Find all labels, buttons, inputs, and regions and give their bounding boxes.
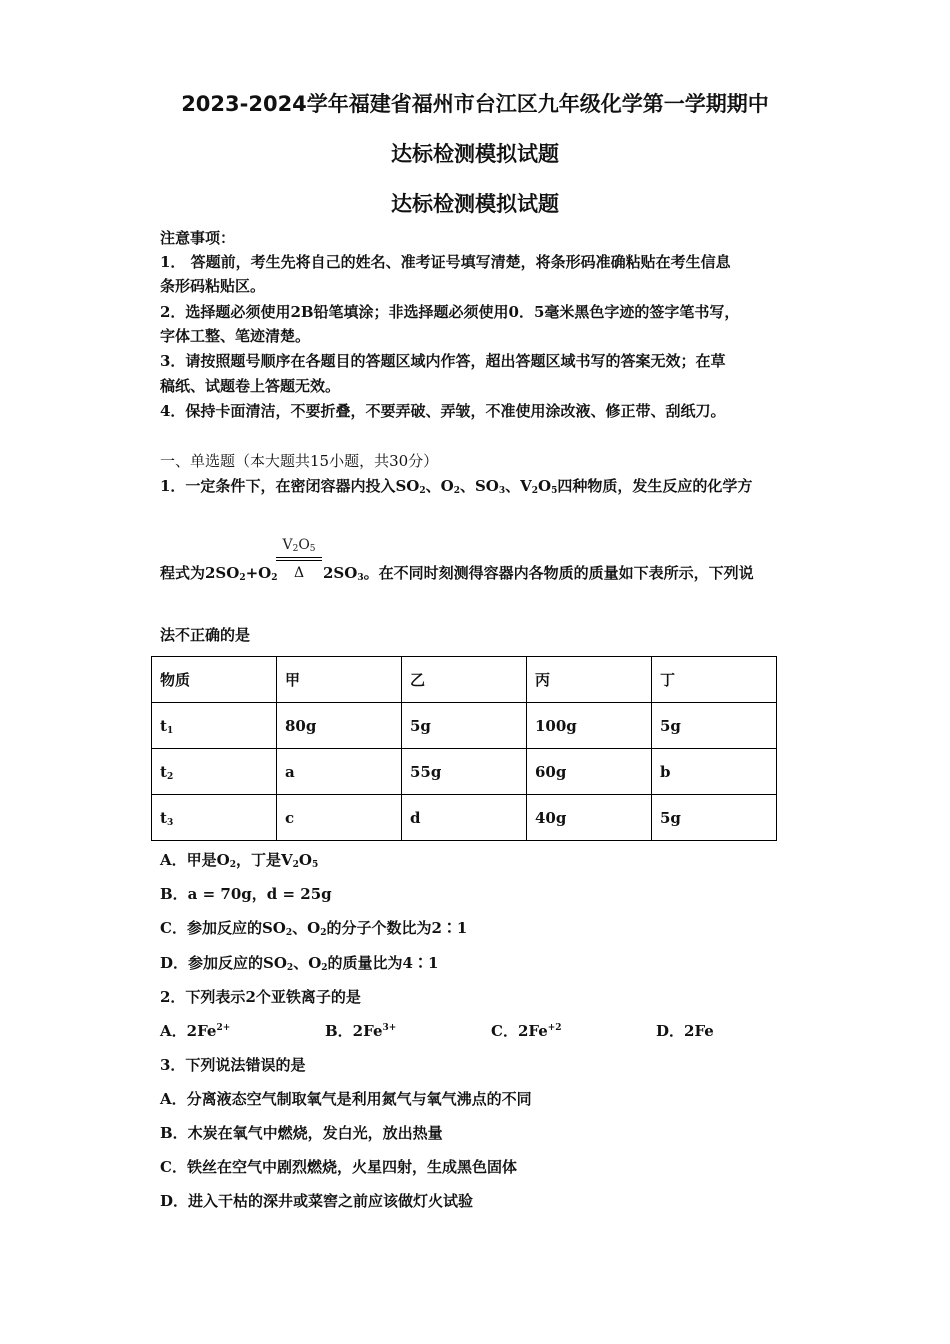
- mass-table: [151, 656, 777, 841]
- q1-option-a: A．甲是$O_2$，丁是$V_2O_5$: [160, 851, 319, 870]
- q3-option-a: A．分离液态空气制取氧气是利用氮气与氧气沸点的不同: [160, 1090, 532, 1108]
- title-line-2: 达标检测模拟试题: [391, 142, 559, 166]
- section-heading: 一、单选题（本大题共15小题，共30分）: [160, 452, 439, 470]
- table-row: [152, 795, 777, 841]
- table-cell: 80g: [277, 703, 402, 749]
- notice-heading: 注意事项：: [160, 229, 236, 247]
- notice-item-1: 1． 答题前，考生先将自己的姓名、准考证号填写清楚，将条形码准确粘贴在考生信息: [160, 253, 731, 271]
- q2-option-c: C．$2Fe^{+2}$: [491, 1022, 562, 1040]
- q2-option-d: D．2Fe: [656, 1022, 714, 1040]
- q1-stem: 1．一定条件下，在密闭容器内投入$SO_2$、$O_2$、$SO_3$、$V_2O_5$四种物质，发生反应的化学方: [160, 477, 753, 496]
- q1-option-b: B．a = 70g，d = 25g: [160, 885, 332, 903]
- table-header-row: [152, 657, 777, 703]
- table-cell: c: [277, 795, 402, 841]
- double-line: [276, 557, 322, 561]
- table-row-label: $t_3$: [152, 795, 277, 841]
- table-cell: 100g: [527, 703, 652, 749]
- reaction-condition: [276, 536, 322, 582]
- q3-stem: 3．下列说法错误的是: [160, 1056, 306, 1074]
- table-cell: b: [652, 749, 777, 795]
- table-row-label: $t_2$: [152, 749, 277, 795]
- table-header-cell: 丁: [652, 657, 777, 703]
- table-cell: 5g: [402, 703, 527, 749]
- table-cell: 40g: [527, 795, 652, 841]
- notice-item-3-cont: 稿纸、试题卷上答题无效。: [160, 377, 341, 395]
- table-row-label: $t_1$: [152, 703, 277, 749]
- table-cell: 60g: [527, 749, 652, 795]
- table-row: [152, 749, 777, 795]
- notice-item-2: 2．选择题必须使用2B铅笔填涂；非选择题必须使用0．5毫米黑色字迹的签字笔书写，: [160, 303, 740, 321]
- title-line-1: 2023-2024学年福建省福州市台江区九年级化学第一学期期中: [181, 92, 769, 116]
- table-cell: d: [402, 795, 527, 841]
- q2-option-a: A．$2Fe^{2+}$: [160, 1022, 231, 1040]
- q1-stem-end: 法不正确的是: [160, 626, 251, 644]
- notice-item-1-cont: 条形码粘贴区。: [160, 277, 266, 295]
- q1-equation-prefix: 程式为$2SO_2+O_2$: [160, 564, 278, 583]
- table-row: [152, 703, 777, 749]
- q2-stem: 2．下列表示2个亚铁离子的是: [160, 988, 361, 1006]
- q3-option-b: B．木炭在氧气中燃烧，发白光，放出热量: [160, 1124, 443, 1142]
- title-line-3: 达标检测模拟试题: [391, 192, 559, 216]
- q1-option-d: D．参加反应的$SO_2$、$O_2$的质量比为4∶1: [160, 954, 439, 973]
- table-header-cell: 乙: [402, 657, 527, 703]
- table-cell: a: [277, 749, 402, 795]
- q1-option-c: C．参加反应的$SO_2$、$O_2$的分子个数比为2∶1: [160, 919, 468, 938]
- q2-option-b: B．$2Fe^{3+}$: [325, 1022, 397, 1040]
- q3-option-c: C．铁丝在空气中剧烈燃烧，火星四射，生成黑色固体: [160, 1158, 517, 1176]
- catalyst-label: $V_2O_5$: [282, 537, 316, 554]
- table-cell: 55g: [402, 749, 527, 795]
- heat-symbol: Δ: [293, 565, 305, 581]
- table-cell: 5g: [652, 795, 777, 841]
- table-cell: 5g: [652, 703, 777, 749]
- table-header-cell: 丙: [527, 657, 652, 703]
- table-header-cell: 甲: [277, 657, 402, 703]
- q3-option-d: D．进入干枯的深井或菜窖之前应该做灯火试验: [160, 1192, 474, 1210]
- notice-item-3: 3．请按照题号顺序在各题目的答题区域内作答，超出答题区域书写的答案无效；在草: [160, 352, 726, 370]
- notice-item-2-cont: 字体工整、笔迹清楚。: [160, 327, 311, 345]
- table-header-cell: 物质: [152, 657, 277, 703]
- q1-equation-suffix: $2SO_3$。在不同时刻测得容器内各物质的质量如下表所示，下列说: [323, 564, 754, 583]
- notice-item-4: 4．保持卡面清洁，不要折叠，不要弄破、弄皱，不准使用涂改液、修正带、刮纸刀。: [160, 402, 726, 420]
